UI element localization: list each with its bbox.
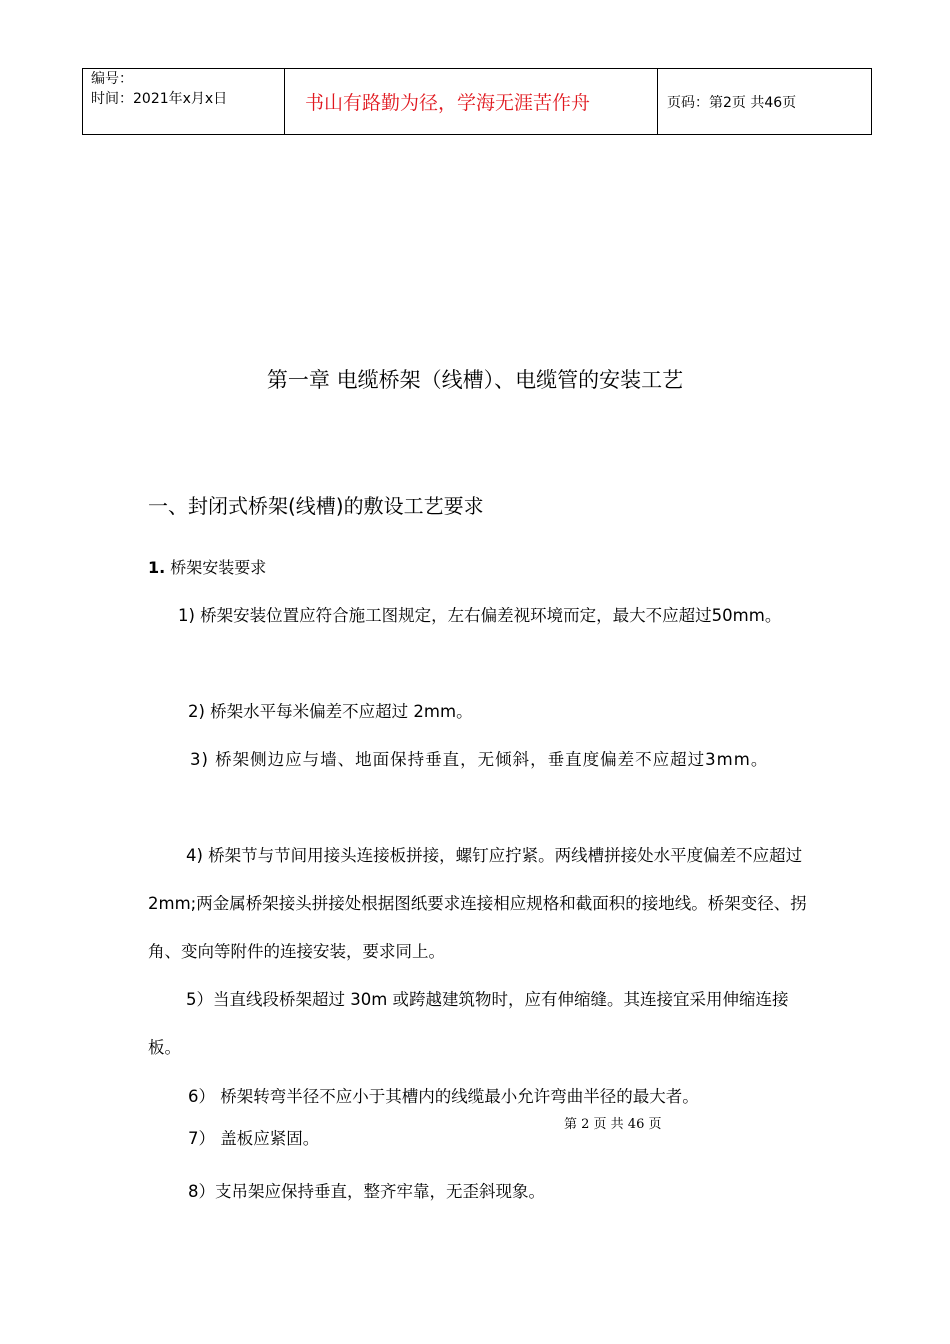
- subsection-title: 桥架安装要求: [165, 558, 267, 577]
- subsection-number: 1.: [148, 558, 166, 577]
- paragraph-7: 7） 盖板应紧固。: [188, 1129, 320, 1148]
- chapter-title: 第一章 电缆桥架（线槽）、电缆管的安装工艺: [266, 368, 684, 392]
- section-title: 一、封闭式桥架(线槽)的敷设工艺要求: [148, 494, 484, 518]
- paragraph-6: 6） 桥架转弯半径不应小于其槽内的线缆最小允许弯曲半径的最大者。: [188, 1087, 699, 1106]
- header-motto-cell: [285, 69, 658, 134]
- page-info: 页码：第2页 共46页: [667, 94, 797, 111]
- header-table: [82, 68, 872, 135]
- header-meta-cell: [83, 69, 285, 134]
- motto-text: 书山有路勤为径，学海无涯苦作舟: [305, 92, 591, 114]
- number-label: 编号：: [91, 71, 133, 87]
- paragraph-3: 3) 桥架侧边应与墙、地面保持垂直，无倾斜，垂直度偏差不应超过3mm。: [190, 750, 769, 769]
- footer-page-number: 第 2 页 共 46 页: [564, 1117, 662, 1132]
- time-label: 时间：2021年x月x日: [91, 91, 228, 107]
- paragraph-1: 1) 桥架安装位置应符合施工图规定，左右偏差视环境而定，最大不应超过50mm。: [178, 606, 782, 625]
- paragraph-4: 4) 桥架节与节间用接头连接板拼接，螺钉应拧紧。两线槽拼接处水平度偏差不应超过 2mm;两金属桥架接头拼接处根据图纸要求连接相应规格和截面积的接地线。桥架变径、拐角、变向等附件的连接安装，要求同上。: [148, 846, 807, 961]
- header-page-cell: [658, 69, 871, 134]
- paragraph-2: 2) 桥架水平每米偏差不应超过 2mm。: [188, 702, 473, 721]
- paragraph-8: 8）支吊架应保持垂直，整齐牢靠，无歪斜现象。: [188, 1182, 545, 1201]
- subsection-heading: [148, 555, 266, 578]
- paragraph-5: 5）当直线段桥架超过 30m 或跨越建筑物时，应有伸缩缝。其连接宜采用伸缩连接板。: [148, 990, 789, 1057]
